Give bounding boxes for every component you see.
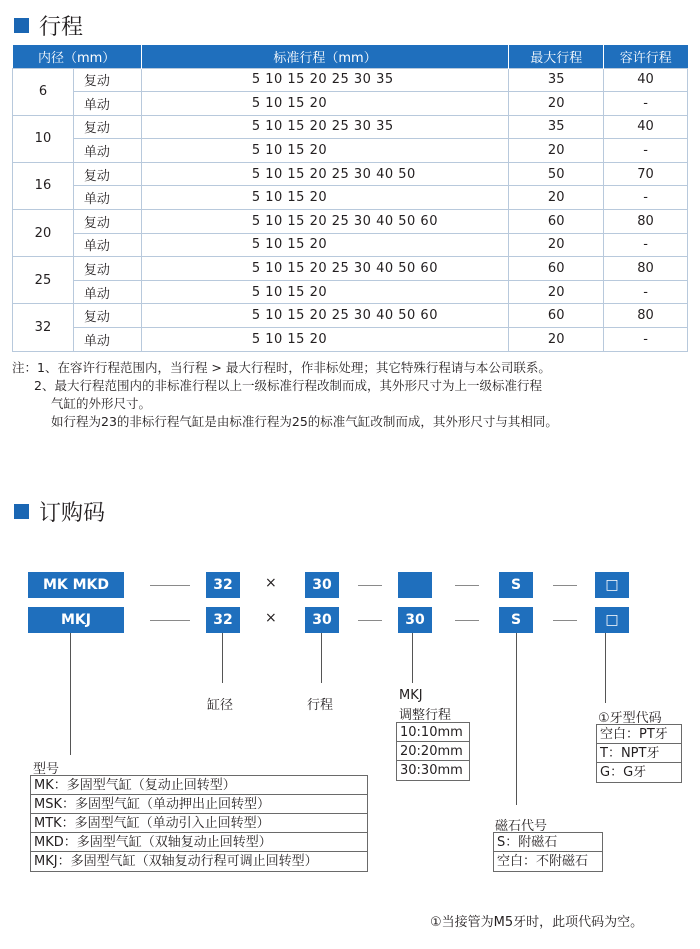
strokes-cell: 5 10 15 20 25 30 40 50	[141, 162, 508, 186]
strokes-cell: 5 10 15 20	[141, 328, 508, 352]
list-item: G：G牙	[600, 765, 647, 780]
max-cell: 20	[509, 92, 604, 116]
kind-cell: 单动	[73, 328, 141, 352]
stroke-code-box-1: 30	[305, 572, 339, 598]
magnet-code-box-2: S	[499, 607, 533, 633]
header-allowed-stroke: 容许行程	[604, 45, 688, 68]
note-line-4: 如行程为23的非标行程气缸是由标准行程为25的标准气缸改制而成，其外形尺寸与其相同。	[51, 414, 558, 429]
list-item: 20:20mm	[397, 742, 469, 761]
bore-cell: 6	[13, 68, 74, 115]
allowed-cell: 40	[604, 115, 688, 139]
separator-dash	[455, 585, 479, 586]
mkj-options-list	[396, 722, 470, 781]
kind-cell: 单动	[73, 92, 141, 116]
table-row	[13, 68, 688, 92]
kind-cell: 复动	[73, 115, 141, 139]
kind-cell: 单动	[73, 186, 141, 210]
allowed-cell: 80	[604, 210, 688, 234]
table-row	[13, 186, 688, 210]
strokes-cell: 5 10 15 20 25 30 35	[141, 68, 508, 92]
footnote: ①当接管为M5牙时，此项代码为空。	[430, 915, 644, 930]
adjust-code-box-2: 30	[398, 607, 432, 633]
max-cell: 20	[509, 280, 604, 304]
kind-cell: 复动	[73, 162, 141, 186]
strokes-cell: 5 10 15 20	[141, 186, 508, 210]
allowed-cell: -	[604, 328, 688, 352]
mkj-adjust-label: 调整行程	[399, 708, 452, 723]
list-item: T：NPT牙	[597, 744, 681, 763]
bore-code-box-2: 32	[206, 607, 240, 633]
note-line-2: 2、最大行程范围内的非标准行程以上一级标准行程改制而成，其外形尺寸为上一级标准行程	[34, 378, 542, 393]
header-standard-stroke: 标准行程（mm）	[141, 45, 508, 68]
list-item: MSK：多固型气缸（单动押出止回转型）	[31, 795, 367, 814]
max-cell: 20	[509, 139, 604, 163]
model-code-box-1: MK MKD	[28, 572, 124, 598]
thread-code-box-1: □	[595, 572, 629, 598]
thread-label: ①牙型代码	[598, 711, 662, 726]
allowed-cell: 70	[604, 162, 688, 186]
bore-label: 缸径	[207, 698, 234, 713]
connector-thread	[605, 633, 606, 703]
model-options-list	[30, 775, 368, 872]
separator-dash	[358, 585, 382, 586]
table-row	[13, 257, 688, 281]
list-item: 空白：PT牙	[597, 725, 681, 744]
allowed-cell: -	[604, 186, 688, 210]
table-row	[13, 210, 688, 234]
bore-cell: 20	[13, 210, 74, 257]
separator-dash	[150, 620, 190, 621]
adjust-code-box-1	[398, 572, 432, 598]
strokes-cell: 5 10 15 20	[141, 139, 508, 163]
magnet-options-list	[493, 832, 603, 872]
note-line-3: 气缸的外形尺寸。	[51, 396, 152, 411]
kind-cell: 单动	[73, 139, 141, 163]
max-cell: 35	[509, 115, 604, 139]
strokes-cell: 5 10 15 20	[141, 233, 508, 257]
section-title-order-code: 订购码	[14, 496, 105, 527]
list-item: MKJ：多固型气缸（双轴复动行程可调止回转型）	[34, 854, 318, 869]
section-title-stroke: 行程	[14, 10, 83, 41]
separator-dash	[455, 620, 479, 621]
list-item: 10:10mm	[397, 723, 469, 742]
list-item: MK：多固型气缸（复动止回转型）	[31, 776, 367, 795]
table-row	[13, 233, 688, 257]
kind-cell: 复动	[73, 68, 141, 92]
max-cell: 60	[509, 304, 604, 328]
section-marker-icon	[14, 18, 29, 33]
section-marker-icon	[14, 504, 29, 519]
thread-code-box-2: □	[595, 607, 629, 633]
bore-cell: 32	[13, 304, 74, 351]
max-cell: 20	[509, 186, 604, 210]
allowed-cell: -	[604, 92, 688, 116]
table-row	[13, 162, 688, 186]
times-sign: ×	[265, 610, 277, 626]
table-row	[13, 328, 688, 352]
connector-adjust	[412, 633, 413, 683]
separator-dash	[553, 585, 577, 586]
stroke-label: 行程	[307, 698, 334, 713]
connector-model	[70, 633, 71, 755]
connector-stroke	[321, 633, 322, 683]
max-cell: 60	[509, 210, 604, 234]
kind-cell: 复动	[73, 210, 141, 234]
bore-cell: 10	[13, 115, 74, 162]
list-item: MTK：多固型气缸（单动引入止回转型）	[31, 814, 367, 833]
header-bore: 内径（mm）	[13, 45, 142, 68]
separator-dash	[553, 620, 577, 621]
bore-cell: 16	[13, 162, 74, 209]
strokes-cell: 5 10 15 20 25 30 40 50 60	[141, 304, 508, 328]
stroke-code-box-2: 30	[305, 607, 339, 633]
list-item: 空白：不附磁石	[497, 854, 589, 869]
max-cell: 35	[509, 68, 604, 92]
allowed-cell: -	[604, 280, 688, 304]
table-header-row	[13, 45, 688, 68]
strokes-cell: 5 10 15 20 25 30 35	[141, 115, 508, 139]
list-item: S：附磁石	[494, 833, 602, 852]
kind-cell: 单动	[73, 233, 141, 257]
allowed-cell: 80	[604, 257, 688, 281]
table-row	[13, 280, 688, 304]
bore-cell: 25	[13, 257, 74, 304]
times-sign: ×	[265, 575, 277, 591]
list-item: MKD：多固型气缸（双轴复动止回转型）	[31, 833, 367, 852]
separator-dash	[358, 620, 382, 621]
max-cell: 20	[509, 233, 604, 257]
allowed-cell: -	[604, 139, 688, 163]
separator-dash	[150, 585, 190, 586]
strokes-cell: 5 10 15 20	[141, 280, 508, 304]
allowed-cell: -	[604, 233, 688, 257]
stroke-table	[12, 45, 688, 352]
max-cell: 20	[509, 328, 604, 352]
list-item: 30:30mm	[400, 763, 463, 778]
strokes-cell: 5 10 15 20	[141, 92, 508, 116]
model-label: 型号	[33, 762, 60, 777]
note-line-1: 注：1、在容许行程范围内，当行程 > 最大行程时，作非标处理；其它特殊行程请与本公司联系。	[12, 360, 551, 375]
table-row	[13, 92, 688, 116]
mkj-label: MKJ	[399, 688, 423, 703]
allowed-cell: 80	[604, 304, 688, 328]
allowed-cell: 40	[604, 68, 688, 92]
connector-bore	[222, 633, 223, 683]
table-row	[13, 139, 688, 163]
thread-options-list	[596, 724, 682, 783]
magnet-label: 磁石代号	[495, 819, 548, 834]
max-cell: 50	[509, 162, 604, 186]
connector-magnet	[516, 633, 517, 805]
magnet-code-box-1: S	[499, 572, 533, 598]
strokes-cell: 5 10 15 20 25 30 40 50 60	[141, 210, 508, 234]
strokes-cell: 5 10 15 20 25 30 40 50 60	[141, 257, 508, 281]
bore-code-box-1: 32	[206, 572, 240, 598]
table-row	[13, 304, 688, 328]
model-code-box-2: MKJ	[28, 607, 124, 633]
max-cell: 60	[509, 257, 604, 281]
kind-cell: 复动	[73, 304, 141, 328]
table-row	[13, 115, 688, 139]
kind-cell: 单动	[73, 280, 141, 304]
notes	[12, 359, 558, 431]
header-max-stroke: 最大行程	[509, 45, 604, 68]
kind-cell: 复动	[73, 257, 141, 281]
